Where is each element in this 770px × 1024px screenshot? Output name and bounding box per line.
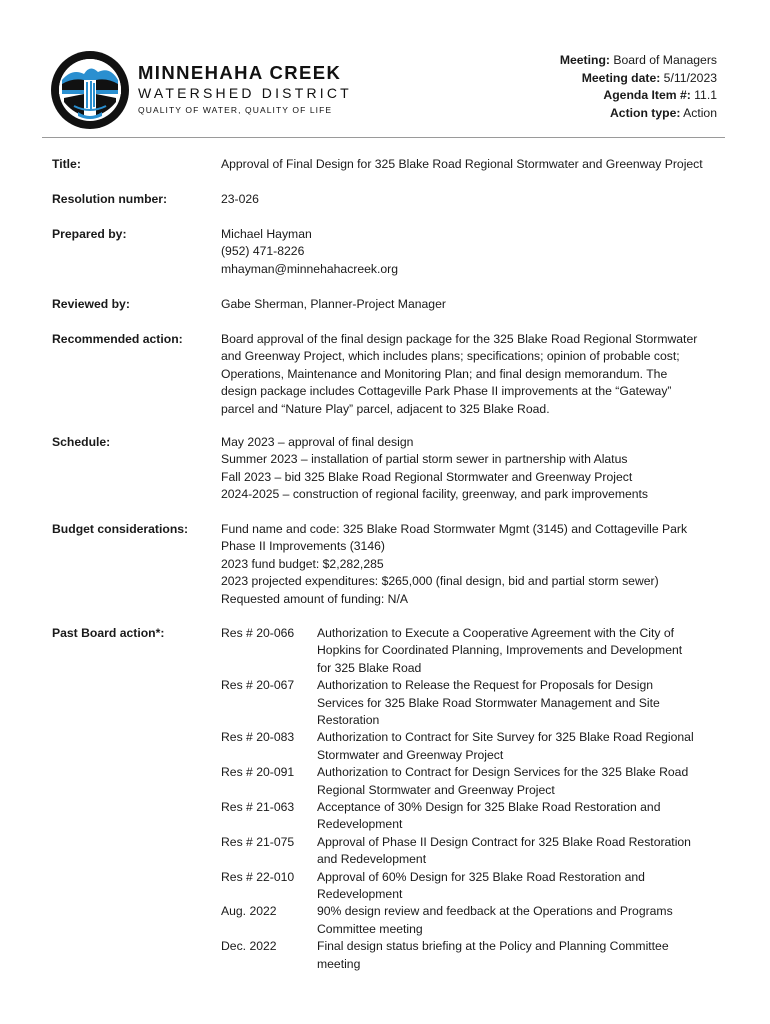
action-desc-line: Committee meeting xyxy=(317,921,423,936)
action-desc-line: Final design status briefing at the Policy and Planning Committee xyxy=(317,939,669,954)
resolution-ref: Res # 20-066 xyxy=(221,626,295,640)
action-type-value: Action xyxy=(680,105,717,120)
recommended-line: Board approval of the final design package for the 325 Blake Road Regional Stormwater xyxy=(221,332,698,346)
action-type-line xyxy=(560,105,717,123)
resolution-label: Resolution number: xyxy=(52,192,168,206)
org-name: MINNEHAHA CREEK xyxy=(138,62,342,83)
org-tagline: QUALITY OF WATER, QUALITY OF LIFE xyxy=(138,105,333,115)
resolution-ref: Res # 22-010 xyxy=(221,869,295,884)
agenda-item-line xyxy=(560,87,717,105)
schedule-line: Fall 2023 – bid 325 Blake Road Regional Stormwater and Greenway Project xyxy=(221,469,633,484)
prepared-label: Prepared by: xyxy=(52,227,127,241)
action-type-label: Action type: xyxy=(609,105,681,120)
resolution-ref: Res # 20-091 xyxy=(221,765,295,780)
recommended-line: design package includes Cottageville Park Phase II improvements at the “Gateway” xyxy=(221,384,672,399)
recommended-line: parcel and “Nature Play” parcel, adjacent to 325 Blake Road. xyxy=(221,401,550,416)
action-desc-line: Services for 325 Blake Road Stormwater Management and Site xyxy=(317,695,660,710)
action-desc-line: 90% design review and feedback at the Operations and Programs xyxy=(317,904,673,919)
action-desc-line: Authorization to Execute a Cooperative Agreement with the City of xyxy=(317,626,675,640)
meeting-date-line xyxy=(560,70,717,88)
schedule-line: 2024-2025 – construction of regional facility, greenway, and park improvements xyxy=(221,487,649,502)
resolution-ref: Aug. 2022 xyxy=(221,904,277,919)
header-divider xyxy=(42,137,725,138)
agenda-item-value: 11.1 xyxy=(690,88,717,102)
budget-line: 2023 projected expenditures: $265,000 (final design, bid and partial storm sewer) xyxy=(221,574,659,589)
recommended-line: Operations, Maintenance and Monitoring Plan; and final design memorandum. The xyxy=(221,366,668,381)
budget-line: Phase II Improvements (3146) xyxy=(221,539,385,554)
action-desc-line: Authorization to Contract for Design Services for the 325 Blake Road xyxy=(317,765,689,780)
meeting-line xyxy=(560,52,717,70)
meeting-meta xyxy=(560,52,717,122)
action-desc-line: Stormwater and Greenway Project xyxy=(317,747,504,762)
reviewed-value: Gabe Sherman, Planner-Project Manager xyxy=(221,297,446,311)
budget-line: 2023 fund budget: $2,282,285 xyxy=(221,556,384,571)
action-desc-line: for 325 Blake Road xyxy=(317,660,422,675)
budget-line: Requested amount of funding: N/A xyxy=(221,591,408,606)
action-desc-line: Redevelopment xyxy=(317,887,403,901)
resolution-ref: Dec. 2022 xyxy=(221,939,277,954)
action-desc-line: Approval of Phase II Design Contract for 325 Blake Road Restoration xyxy=(317,834,691,849)
action-desc-line: and Redevelopment xyxy=(317,852,427,867)
schedule-line: Summer 2023 – installation of partial storm sewer in partnership with Alatus xyxy=(221,452,628,467)
budget-line: Fund name and code: 325 Blake Road Stormwater Mgmt (3145) and Cottageville Park xyxy=(221,522,688,536)
agenda-item-label: Agenda Item #: xyxy=(603,88,691,102)
prepared-phone: (952) 471-8226 xyxy=(221,244,305,259)
resolution-ref: Res # 21-063 xyxy=(221,800,295,814)
schedule-line: May 2023 – approval of final design xyxy=(221,435,414,449)
budget-label: Budget considerations: xyxy=(52,522,189,536)
action-desc-line: Redevelopment xyxy=(317,817,403,832)
action-desc-line: Acceptance of 30% Design for 325 Blake Road Restoration and xyxy=(317,800,661,814)
action-desc-line: Authorization to Release the Request for Proposals for Design xyxy=(317,678,654,693)
action-desc-line: Approval of 60% Design for 325 Blake Road Restoration and xyxy=(317,869,645,884)
resolution-value: 23-026 xyxy=(221,192,259,206)
resolution-ref: Res # 21-075 xyxy=(221,834,295,849)
action-desc-line: Regional Stormwater and Greenway Project xyxy=(317,782,555,797)
prepared-name: Michael Hayman xyxy=(221,227,312,241)
meeting-date-value: 5/11/2023 xyxy=(660,70,717,85)
meeting-date-label: Meeting date: xyxy=(581,70,661,85)
schedule-label: Schedule: xyxy=(52,435,111,449)
meeting-value: Board of Managers xyxy=(609,53,717,67)
resolution-ref: Res # 20-083 xyxy=(221,730,295,745)
past-action-label: Past Board action*: xyxy=(52,626,165,640)
recommended-line: and Greenway Project, which includes plans; specifications; opinion of probable cost; xyxy=(221,349,680,364)
action-desc-line: Restoration xyxy=(317,713,380,727)
title-label: Title: xyxy=(52,157,81,171)
title-value: Approval of Final Design for 325 Blake Road Regional Stormwater and Greenway Project xyxy=(221,157,703,171)
action-desc-line: Authorization to Contract for Site Survey for 325 Blake Road Regional xyxy=(317,730,694,745)
meeting-label: Meeting: xyxy=(559,53,610,67)
watershed-logo-icon xyxy=(50,50,130,130)
recommended-label: Recommended action: xyxy=(52,332,183,346)
prepared-email[interactable]: mhayman@minnehahacreek.org xyxy=(221,261,398,276)
action-desc-line: Hopkins for Coordinated Planning, Improvements and Development xyxy=(317,643,683,658)
org-subtitle: WATERSHED DISTRICT xyxy=(138,85,352,101)
reviewed-label: Reviewed by: xyxy=(52,297,130,311)
action-desc-line: meeting xyxy=(317,956,361,971)
resolution-ref: Res # 20-067 xyxy=(221,678,295,693)
